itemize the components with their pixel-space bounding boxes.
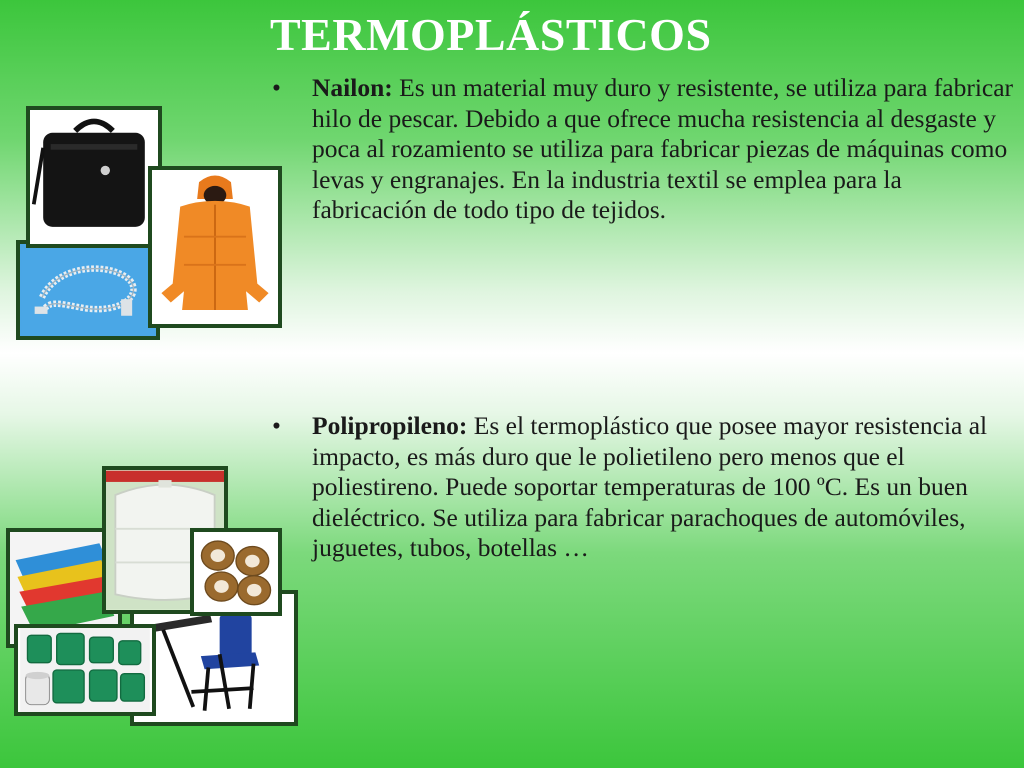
bullet-glyph: • (272, 411, 281, 440)
laptop-bag-icon (30, 110, 158, 244)
bullet-body (312, 411, 1017, 564)
photo-orange-jacket (148, 166, 282, 328)
bullet-body (312, 73, 1017, 226)
bullet-text: Es un material muy duro y resistente, se utiliza para fabricar hilo de pescar. Debido a que ofrece mucha resistencia al desgaste y poca al rozamiento se utiliza para fabricar piezas de máquinas como levas y engranajes. En la industria textil se emplea para la fabricación de todo tipo de tejidos. (312, 73, 1014, 224)
bullet-glyph: • (272, 73, 281, 102)
photo-packing-tape (190, 528, 282, 616)
bullet-term: Nailon: (312, 73, 393, 102)
photo-green-rope-spools (14, 624, 156, 716)
photo-braided-hose (16, 240, 160, 340)
slide-title: TERMOPLÁSTICOS (270, 9, 712, 60)
green-rope-spools-icon (18, 628, 152, 712)
bullet-term: Polipropileno: (312, 411, 468, 440)
photo-laptop-bag (26, 106, 162, 248)
bullet-text: Es el termoplástico que posee mayor resistencia al impacto, es más duro que le polietileno pero menos que el poliestireno. Puede soportar temperaturas de 100 ºC. Es un buen dieléctrico. Se utiliza para fabricar parachoques de automóviles, juguetes, tubos, botellas … (312, 411, 988, 562)
braided-hose-icon (20, 244, 156, 336)
bullet-polipropileno (272, 411, 1017, 564)
packing-tape-icon (194, 532, 278, 612)
orange-jacket-icon (152, 170, 278, 324)
bullet-nailon (272, 73, 1017, 226)
